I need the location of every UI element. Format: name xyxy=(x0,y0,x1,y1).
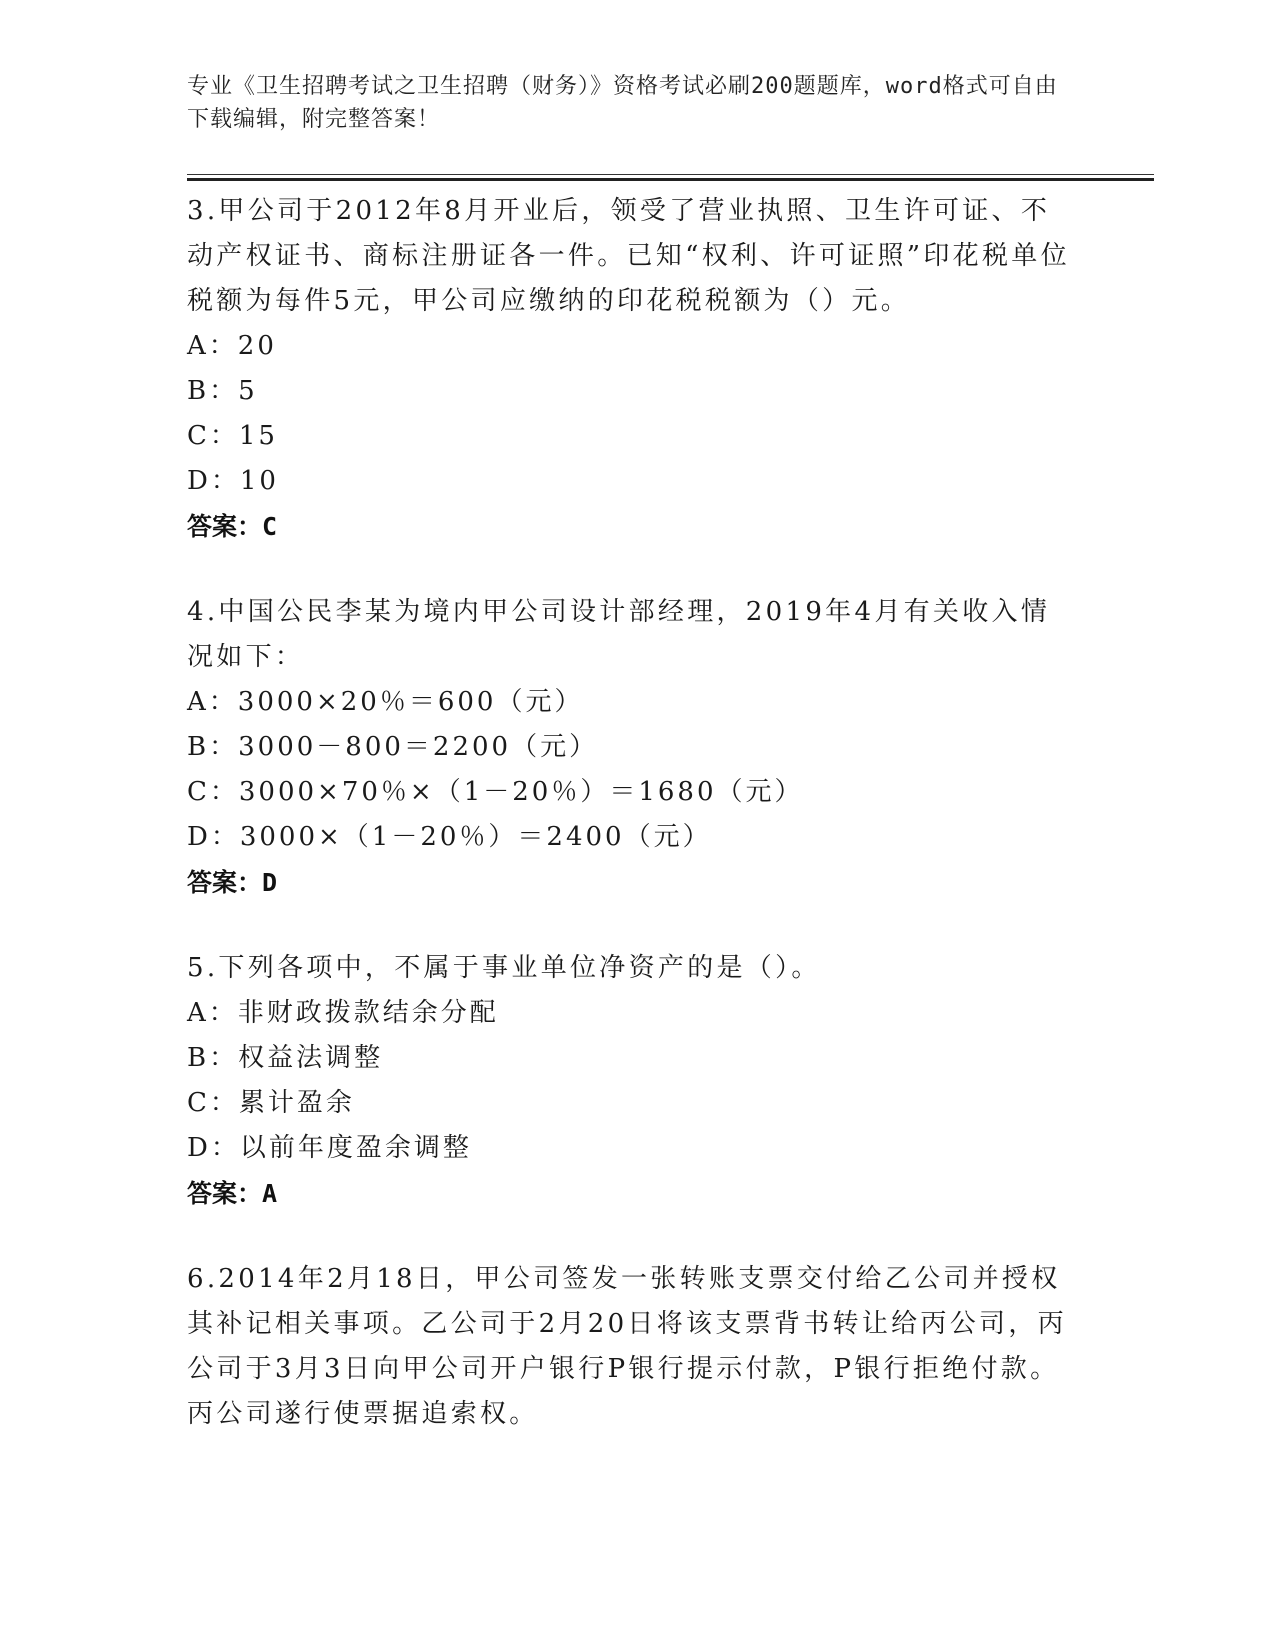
question-stem: 4.中国公民李某为境内甲公司设计部经理，2019年4月有关收入情况如下： xyxy=(187,597,1051,672)
option-b: B：5 xyxy=(187,376,258,406)
header-divider xyxy=(187,174,1154,181)
question-item xyxy=(187,189,1157,549)
question-list xyxy=(187,189,1157,1437)
answer-line: 答案：A xyxy=(187,1179,278,1208)
option-d: D：以前年度盈余调整 xyxy=(187,1133,472,1163)
document-page xyxy=(187,70,1157,1478)
option-b: B：3000－800＝2200（元） xyxy=(187,732,599,762)
question-stem: 3.甲公司于2012年8月开业后，领受了营业执照、卫生许可证、不动产权证书、商标注册证各一件。已知“权利、许可证照”印花税单位税额为每件5元，甲公司应缴纳的印花税税额为（）元。 xyxy=(187,196,1070,316)
option-c: C：3000×70％×（1－20％）＝1680（元） xyxy=(187,777,804,807)
question-stem: 6.2014年2月18日，甲公司签发一张转账支票交付给乙公司并授权其补记相关事项。乙公司于2月20日将该支票背书转让给丙公司，丙公司于3月3日向甲公司开户银行P银行提示付款，P银行拒绝付款。丙公司遂行使票据追索权。 xyxy=(187,1264,1067,1429)
answer-line: 答案：D xyxy=(187,868,278,897)
option-a: A：20 xyxy=(187,331,277,361)
option-d: D：10 xyxy=(187,466,279,496)
question-item xyxy=(187,590,1157,905)
document-header: 专业《卫生招聘考试之卫生招聘（财务）》资格考试必刷200题题库，word格式可自由下载编辑，附完整答案！ xyxy=(187,74,1058,132)
question-item xyxy=(187,1257,1157,1437)
answer-line: 答案：C xyxy=(187,512,278,541)
option-a: A：3000×20％＝600（元） xyxy=(187,687,584,717)
option-c: C：15 xyxy=(187,421,278,451)
option-a: A：非财政拨款结余分配 xyxy=(187,998,499,1028)
question-item xyxy=(187,946,1157,1216)
question-stem: 5.下列各项中，不属于事业单位净资产的是（）。 xyxy=(187,953,821,983)
option-c: C：累计盈余 xyxy=(187,1088,355,1118)
option-b: B：权益法调整 xyxy=(187,1043,384,1073)
option-d: D：3000×（1－20％）＝2400（元） xyxy=(187,822,712,852)
